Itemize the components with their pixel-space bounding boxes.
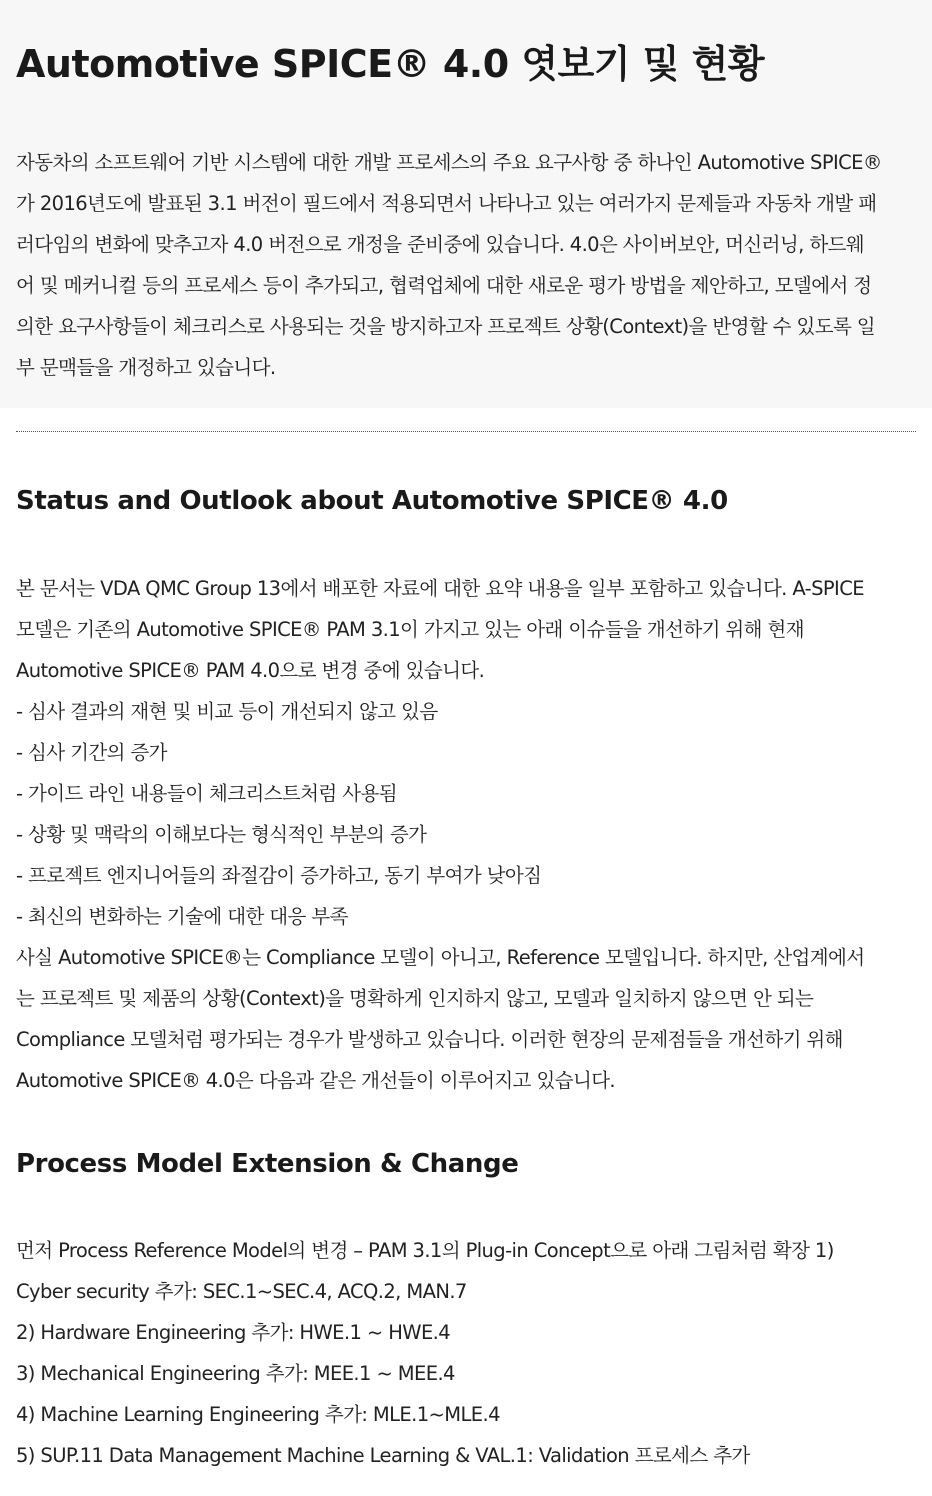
status-paragraph (16, 568, 916, 1101)
intro-line: 러다임의 변화에 맞추고자 4.0 버전으로 개정을 준비중에 있습니다. 4.0은 사이버보안, 머신러닝, 하드웨 (16, 233, 865, 256)
issue-list-item: - 프로젝트 엔지니어들의 좌절감이 증가하고, 동기 부여가 낮아짐 (16, 864, 542, 887)
process-paragraph (16, 1230, 916, 1476)
status-line: Automotive SPICE® PAM 4.0으로 변경 중에 있습니다. (16, 659, 485, 682)
status-line: 는 프로젝트 및 제품의 상황(Context)을 명확하게 인지하지 않고, 모델과 일치하지 않으면 안 되는 (16, 987, 814, 1010)
status-heading: Status and Outlook about Automotive SPICE® 4.0 (16, 486, 728, 516)
intro-line: 의한 요구사항들이 체크리스로 사용되는 것을 방지하고자 프로젝트 상황(Context)을 반영할 수 있도록 일 (16, 315, 876, 338)
status-line: 모델은 기존의 Automotive SPICE® PAM 3.1이 가지고 있는 아래 이슈들을 개선하기 위해 현재 (16, 618, 804, 641)
page-title: Automotive SPICE® 4.0 엿보기 및 현황 (16, 42, 765, 86)
process-line: Cyber security 추가: SEC.1~SEC.4, ACQ.2, MAN.7 (16, 1280, 467, 1303)
intro-line: 자동차의 소프트웨어 기반 시스템에 대한 개발 프로세스의 주요 요구사항 중 하나인 Automotive SPICE® (16, 151, 882, 174)
status-line: 본 문서는 VDA QMC Group 13에서 배포한 자료에 대한 요약 내용을 일부 포함하고 있습니다. A-SPICE (16, 577, 864, 600)
section-divider (16, 431, 916, 432)
status-line: 사실 Automotive SPICE®는 Compliance 모델이 아니고, Reference 모델입니다. 하지만, 산업계에서 (16, 946, 865, 969)
issue-list-item: - 상황 및 맥락의 이해보다는 형식적인 부분의 증가 (16, 823, 427, 846)
intro-block (0, 0, 932, 408)
intro-line: 어 및 메커니컬 등의 프로세스 등이 추가되고, 협력업체에 대한 새로운 평가 방법을 제안하고, 모델에서 정 (16, 274, 872, 297)
process-line: 5) SUP.11 Data Management Machine Learning & VAL.1: Validation 프로세스 추가 (16, 1444, 750, 1467)
status-line: Automotive SPICE® 4.0은 다음과 같은 개선들이 이루어지고 있습니다. (16, 1069, 616, 1092)
intro-line: 가 2016년도에 발표된 3.1 버전이 필드에서 적용되면서 나타나고 있는 여러가지 문제들과 자동차 개발 패 (16, 192, 877, 215)
issue-list-item: - 가이드 라인 내용들이 체크리스트처럼 사용됨 (16, 782, 397, 805)
process-line: 4) Machine Learning Engineering 추가: MLE.1~MLE.4 (16, 1403, 500, 1426)
intro-line: 부 문맥들을 개정하고 있습니다. (16, 356, 276, 379)
process-line: 먼저 Process Reference Model의 변경 – PAM 3.1의 Plug-in Concept으로 아래 그림처럼 확장 1) (16, 1239, 834, 1262)
status-line: Compliance 모델처럼 평가되는 경우가 발생하고 있습니다. 이러한 현장의 문제점들을 개선하기 위해 (16, 1028, 843, 1051)
issue-list-item: - 심사 결과의 재현 및 비교 등이 개선되지 않고 있음 (16, 700, 438, 723)
process-heading: Process Model Extension & Change (16, 1149, 519, 1179)
process-line: 2) Hardware Engineering 추가: HWE.1 ~ HWE.4 (16, 1321, 451, 1344)
process-line: 3) Mechanical Engineering 추가: MEE.1 ~ MEE.4 (16, 1362, 455, 1385)
issue-list-item: - 심사 기간의 증가 (16, 741, 167, 764)
issue-list-item: - 최신의 변화하는 기술에 대한 대응 부족 (16, 905, 348, 928)
intro-paragraph (16, 142, 916, 388)
